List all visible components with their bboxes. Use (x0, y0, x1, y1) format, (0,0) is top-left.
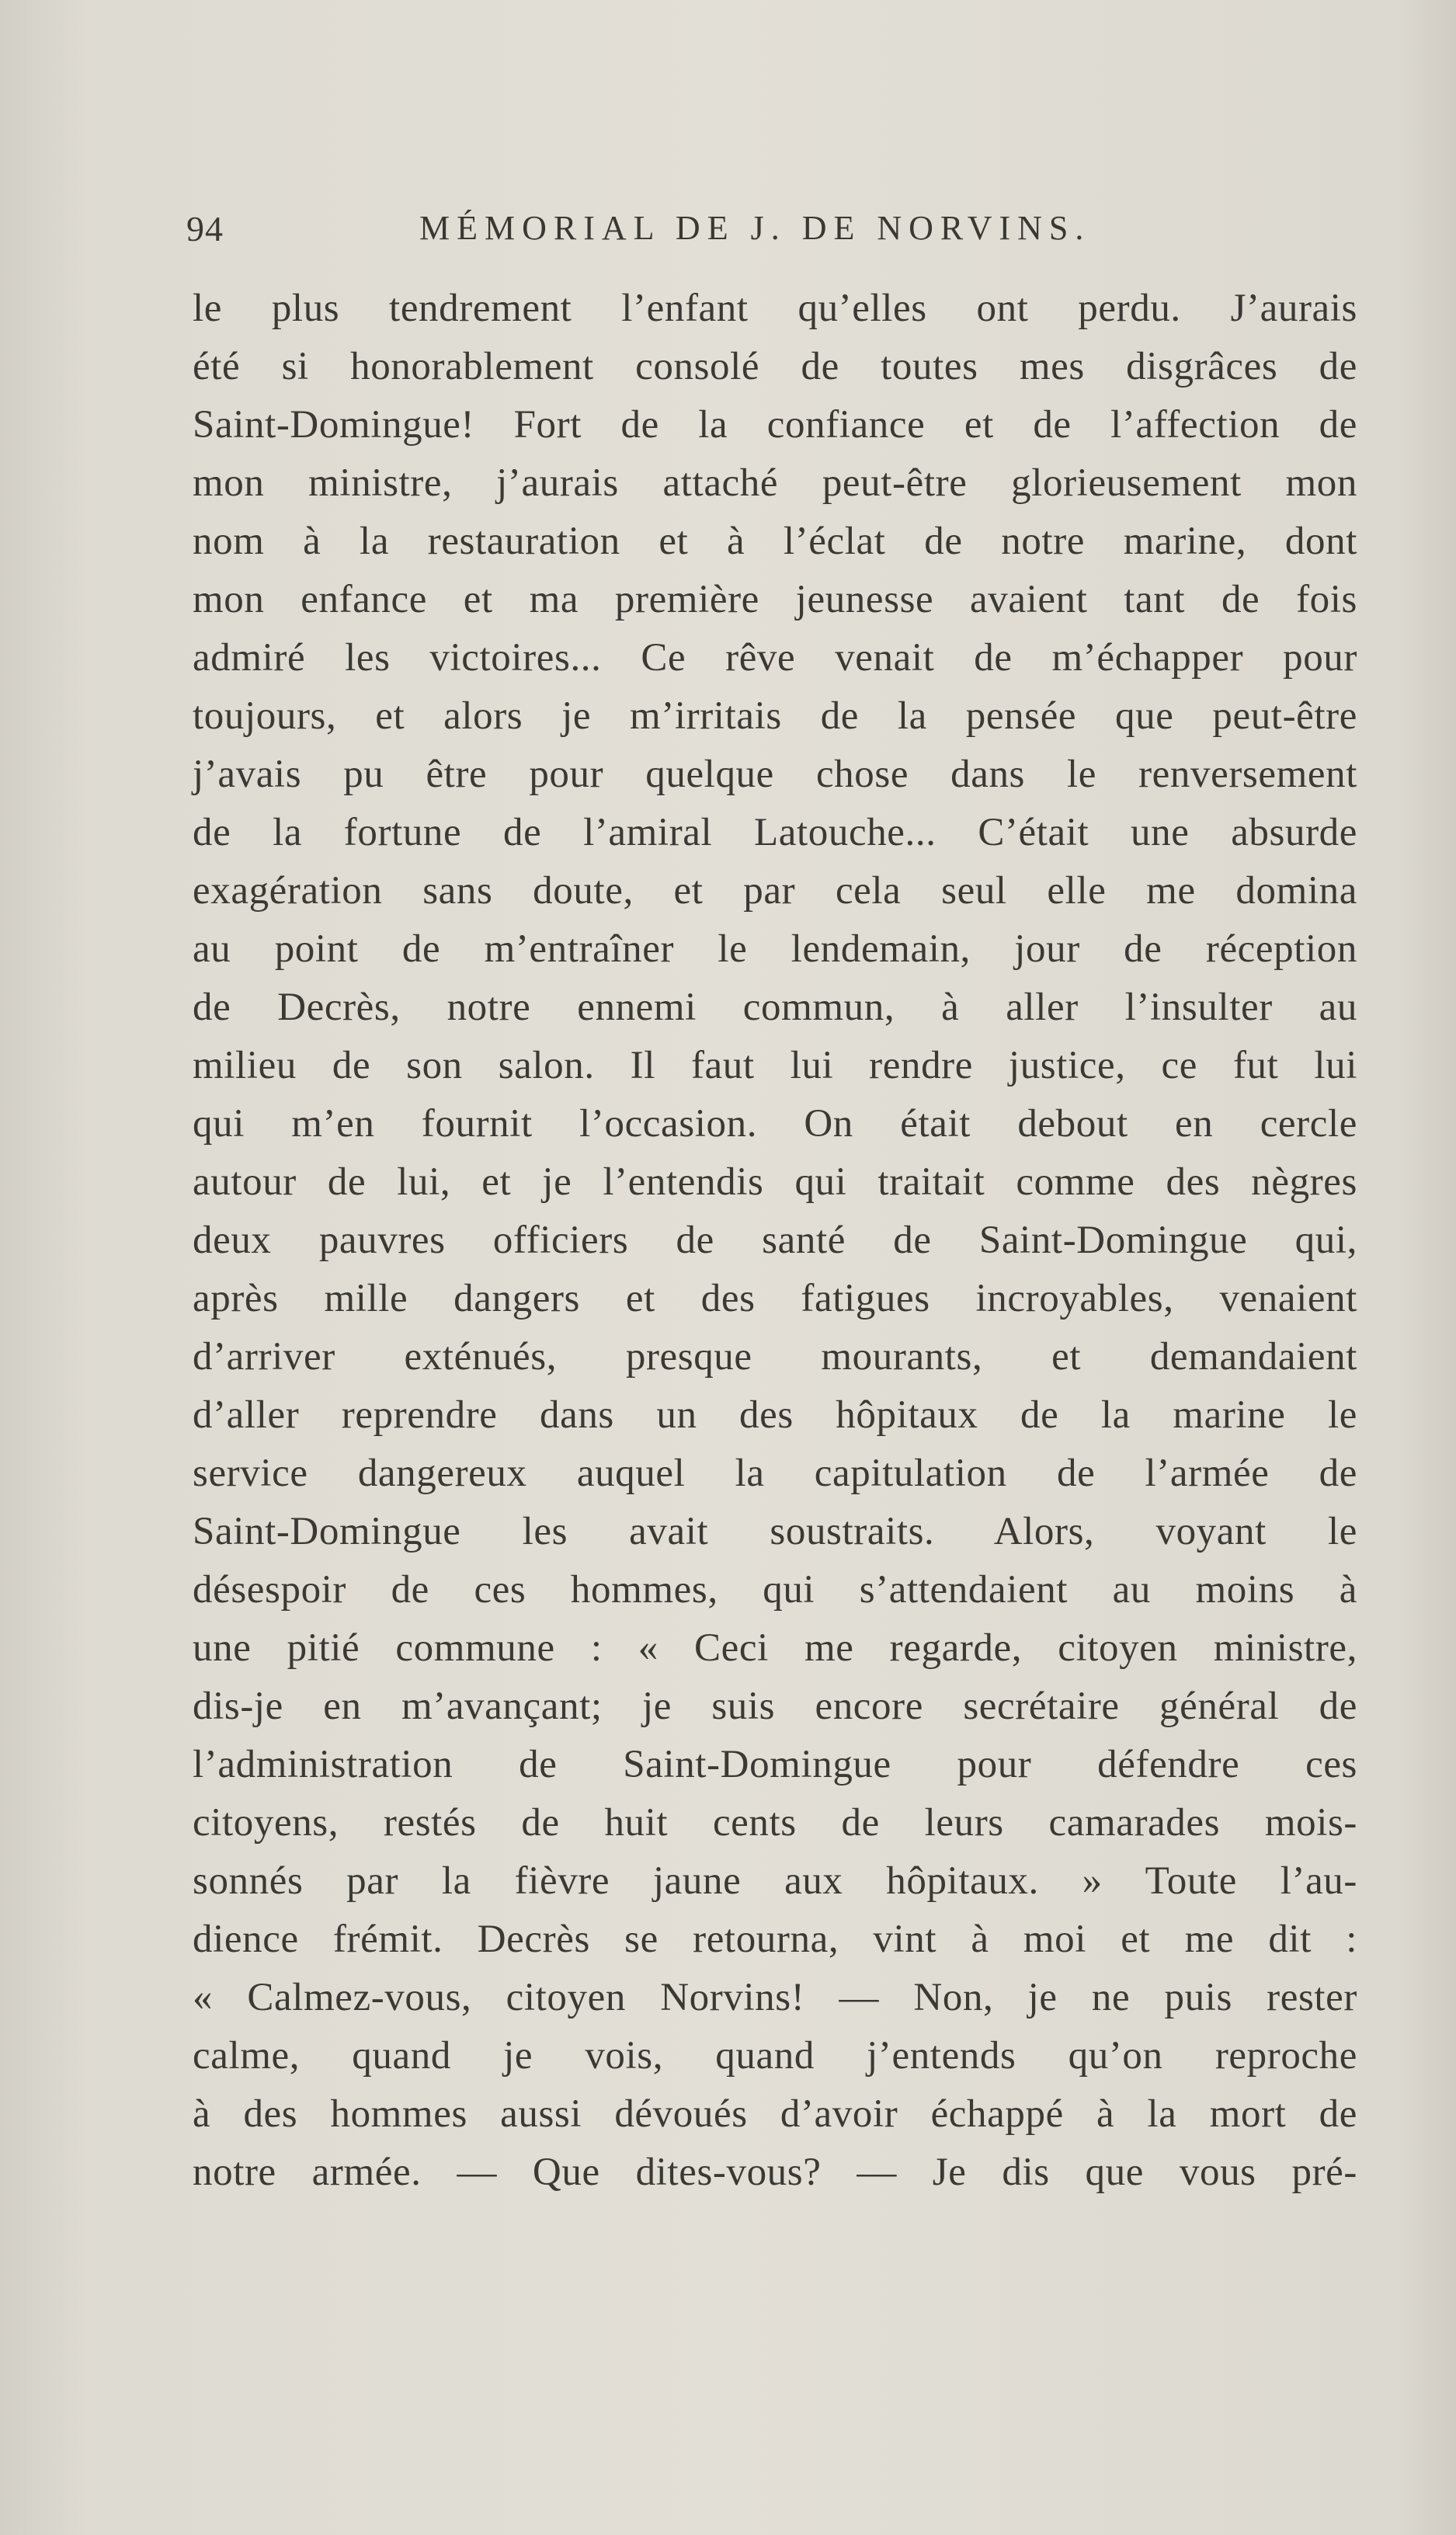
text-line: d’aller reprendre dans un des hôpitaux de la marine le (193, 1393, 1357, 1437)
text-line: mon enfance et ma première jeunesse avaient tant de fois (193, 578, 1357, 621)
text-line: sonnés par la fièvre jaune aux hôpitaux. » Toute l’au- (193, 1859, 1357, 1903)
text-line: autour de lui, et je l’entendis qui traitait comme des nègres (193, 1160, 1357, 1204)
text-line: Saint-Domingue! Fort de la confiance et de l’affection de (193, 403, 1357, 447)
text-line: j’avais pu être pour quelque chose dans le renversement (193, 753, 1357, 796)
text-line: dience frémit. Decrès se retourna, vint à moi et me dit : (193, 1918, 1357, 1961)
text-line: notre armée. — Que dites-vous? — Je dis que vous pré- (193, 2151, 1357, 2194)
text-line: mon ministre, j’aurais attaché peut-être glorieusement mon (193, 461, 1357, 505)
text-line: qui m’en fournit l’occasion. On était debout en cercle (193, 1102, 1357, 1146)
text-line: nom à la restauration et à l’éclat de notre marine, dont (193, 520, 1357, 563)
page-header (0, 208, 1456, 263)
text-line: Saint-Domingue les avait soustraits. Alors, voyant le (193, 1510, 1357, 1553)
text-line: le plus tendrement l’enfant qu’elles ont perdu. J’aurais (193, 287, 1357, 330)
text-line: citoyens, restés de huit cents de leurs camarades mois- (193, 1801, 1357, 1845)
text-line: de la fortune de l’amiral Latouche... C’était une absurde (193, 811, 1357, 854)
text-line: « Calmez-vous, citoyen Norvins! — Non, je ne puis rester (193, 1976, 1357, 2019)
text-line: dis-je en m’avançant; je suis encore secrétaire général de (193, 1685, 1357, 1728)
text-line: une pitié commune : « Ceci me regarde, citoyen ministre, (193, 1626, 1357, 1670)
text-line: d’arriver exténués, presque mourants, et demandaient (193, 1335, 1357, 1379)
text-line: après mille dangers et des fatigues incroyables, venaient (193, 1277, 1357, 1320)
text-line: service dangereux auquel la capitulation de l’armée de (193, 1452, 1357, 1495)
text-line: au point de m’entraîner le lendemain, jour de réception (193, 927, 1357, 971)
text-line: calme, quand je vois, quand j’entends qu’on reproche (193, 2034, 1357, 2078)
body-text (193, 280, 1357, 2202)
text-line: de Decrès, notre ennemi commun, à aller l’insulter au (193, 986, 1357, 1029)
text-line: exagération sans doute, et par cela seul elle me domina (193, 869, 1357, 913)
text-line: à des hommes aussi dévoués d’avoir échappé à la mort de (193, 2092, 1357, 2136)
text-line: admiré les victoires... Ce rêve venait de m’échapper pour (193, 636, 1357, 680)
text-line: toujours, et alors je m’irritais de la pensée que peut-être (193, 694, 1357, 738)
text-line: désespoir de ces hommes, qui s’attendaient au moins à (193, 1568, 1357, 1612)
text-line: milieu de son salon. Il faut lui rendre justice, ce fut lui (193, 1044, 1357, 1087)
text-line: deux pauvres officiers de santé de Saint-Domingue qui, (193, 1219, 1357, 1262)
text-line: été si honorablement consolé de toutes mes disgrâces de (193, 345, 1357, 388)
running-title: MÉMORIAL DE J. DE NORVINS. (419, 209, 1091, 247)
text-line: l’administration de Saint-Domingue pour défendre ces (193, 1743, 1357, 1786)
page-number: 94 (186, 209, 224, 249)
